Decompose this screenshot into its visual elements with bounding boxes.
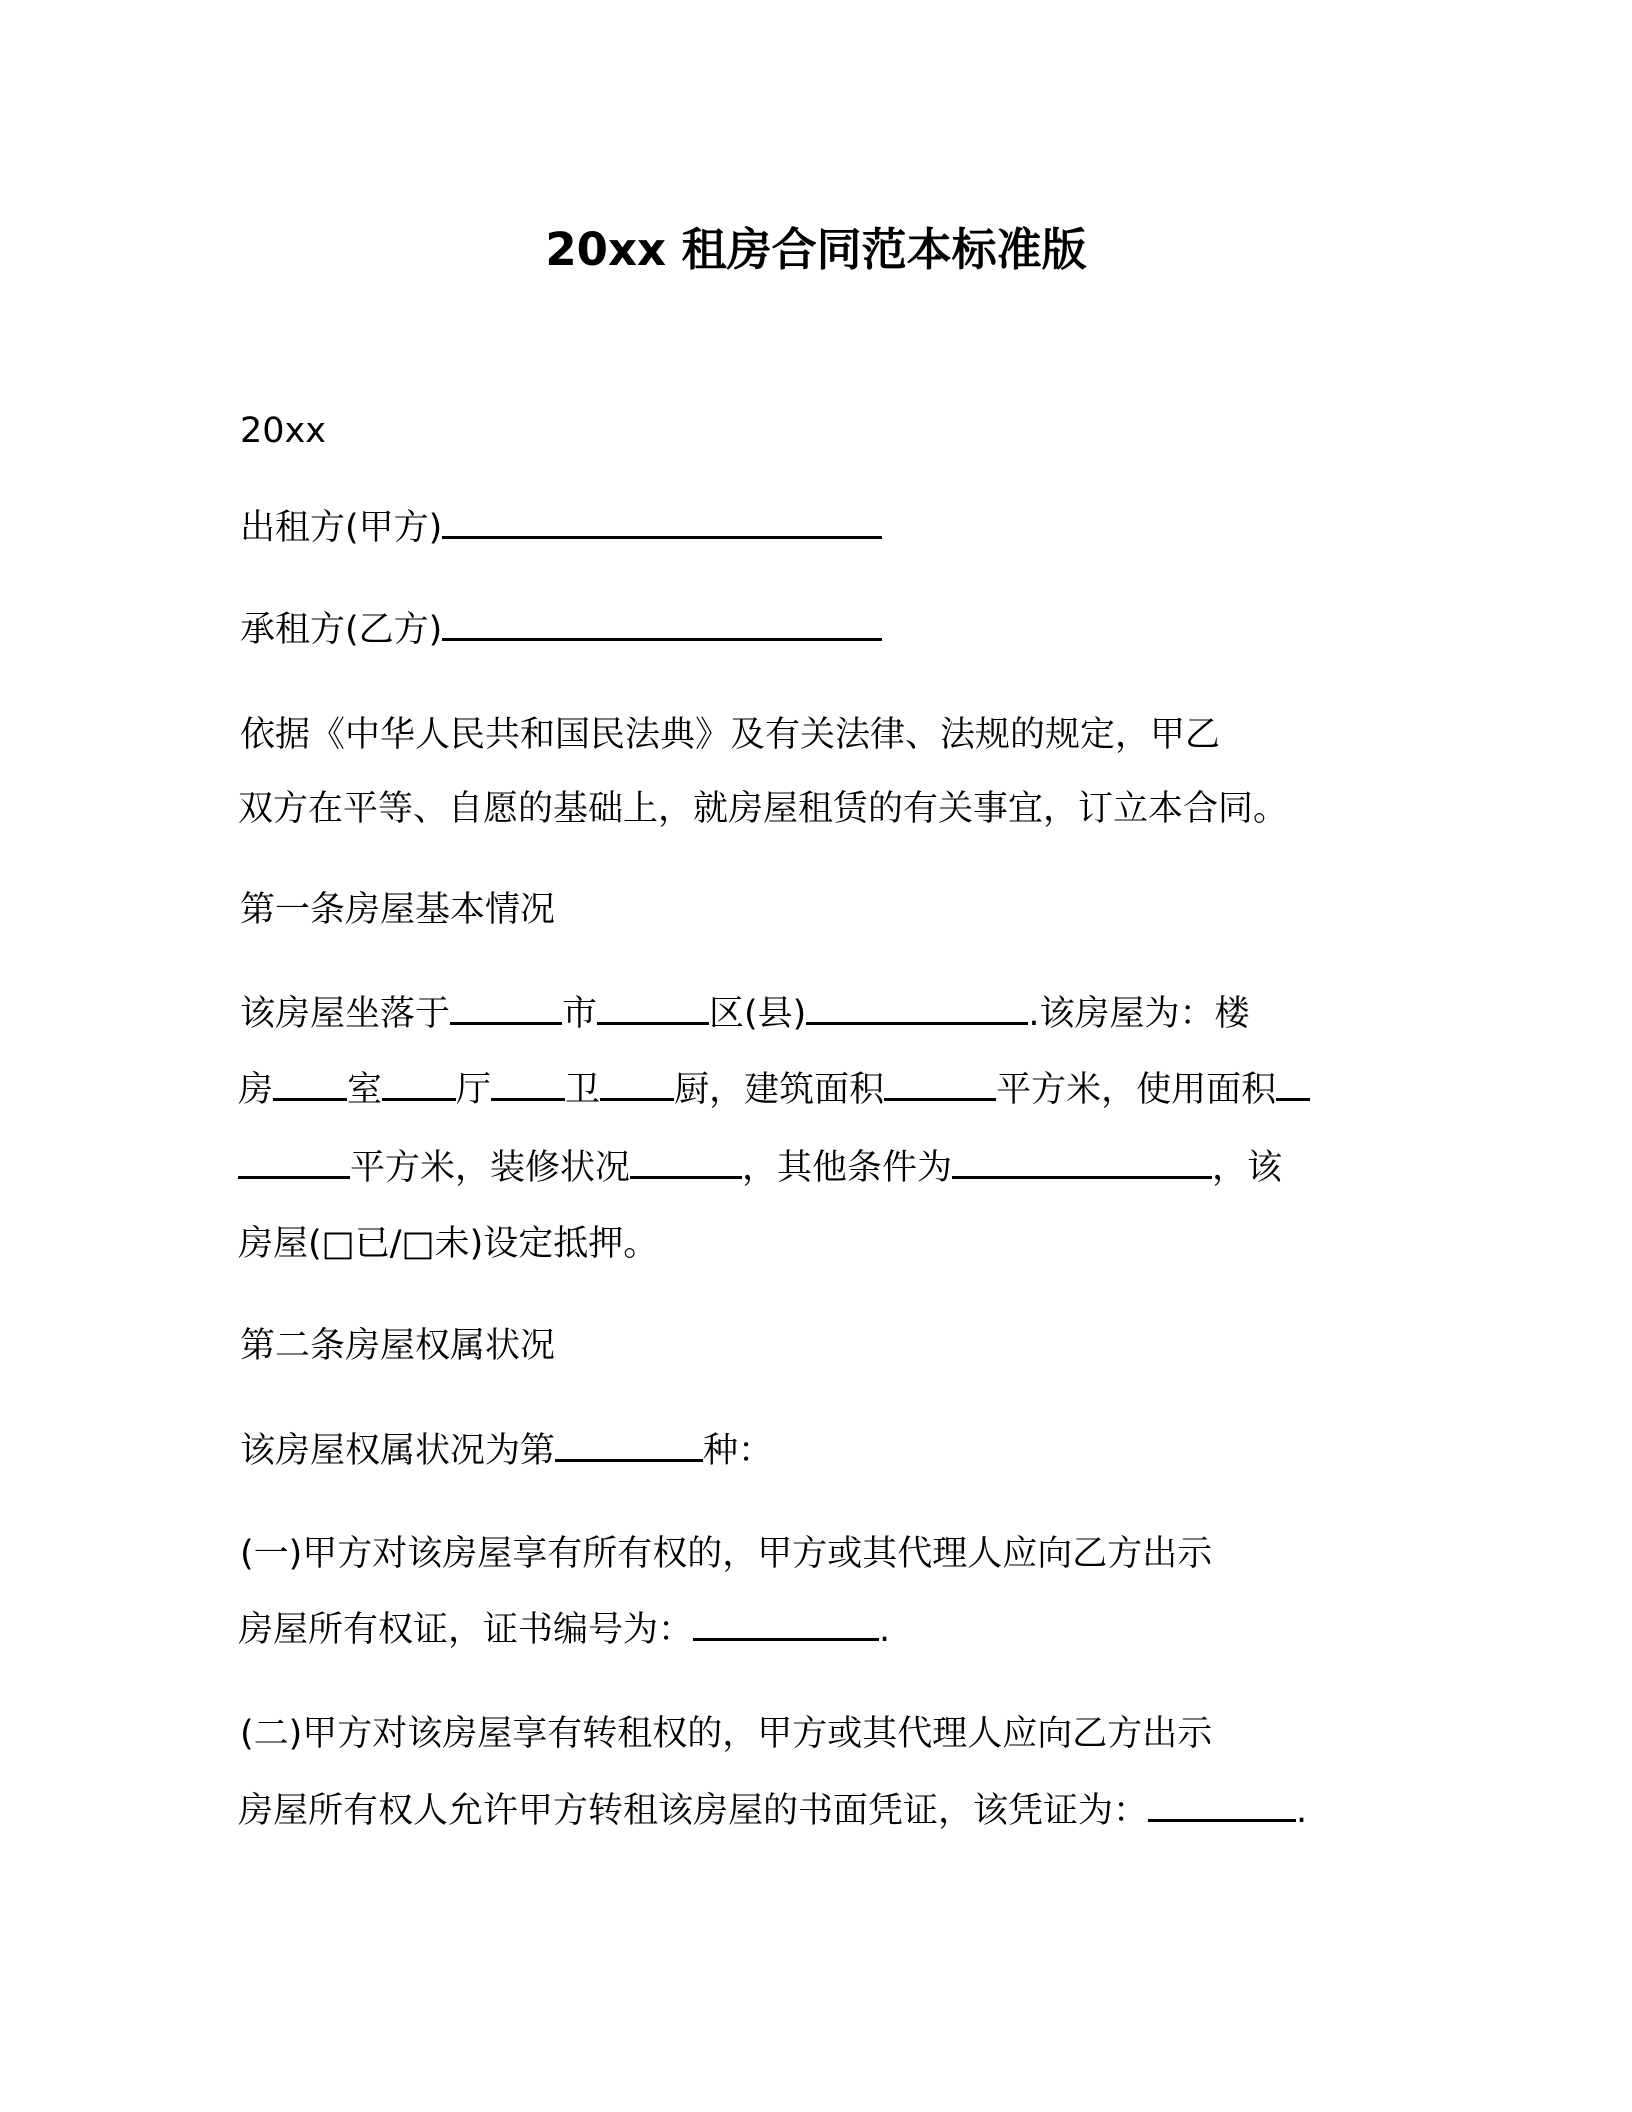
preamble-line-1: 依据《中华人民共和国民法典》及有关法律、法规的规定，甲乙	[240, 715, 1221, 755]
text: 市	[562, 994, 598, 1034]
article2-heading: 第二条房屋权属状况	[240, 1326, 556, 1366]
halls-blank	[382, 1066, 456, 1101]
text: ，其他条件为	[742, 1148, 953, 1188]
article2-item2-line-2	[238, 1787, 1307, 1834]
article1-line-1	[240, 990, 1249, 1037]
ownership-type-blank	[555, 1427, 703, 1462]
article2-item2-line-1: (二)甲方对该房屋享有转租权的，甲方或其代理人应向乙方出示	[240, 1714, 1213, 1754]
city-blank	[450, 990, 562, 1025]
text: 卫	[565, 1070, 601, 1110]
text: 厅	[456, 1070, 492, 1110]
text: 种：	[703, 1431, 774, 1471]
article1-line-4: 房屋(□已/□未)设定抵押。	[238, 1224, 659, 1264]
lessor-line	[240, 504, 882, 551]
year-line: 20xx	[240, 411, 326, 451]
text: 平方米，装修状况	[350, 1148, 631, 1188]
district-blank	[597, 990, 709, 1025]
rooms-blank	[273, 1066, 347, 1101]
address-blank	[806, 990, 1028, 1025]
certificate-number-blank	[693, 1606, 879, 1641]
article1-line-2	[238, 1066, 1310, 1113]
lessee-label: 承租方(乙方)	[240, 610, 443, 650]
text: 平方米，使用面积	[996, 1070, 1277, 1110]
article1-heading: 第一条房屋基本情况	[240, 890, 556, 930]
decoration-blank	[630, 1144, 742, 1179]
preamble-line-2: 双方在平等、自愿的基础上，就房屋租赁的有关事宜，订立本合同。	[238, 789, 1289, 829]
text: .	[1296, 1791, 1308, 1831]
text: 房屋所有权证，证书编号为：	[238, 1610, 694, 1650]
document-title: 20xx 租房合同范本标准版	[545, 223, 1087, 276]
lessor-label: 出租方(甲方)	[240, 508, 443, 548]
lessee-blank	[442, 606, 882, 641]
text: 室	[347, 1070, 383, 1110]
text: 房屋所有权人允许甲方转租该房屋的书面凭证，该凭证为：	[238, 1791, 1149, 1831]
text: 区(县)	[709, 994, 807, 1034]
other-conditions-blank	[952, 1144, 1212, 1179]
text: 该房屋坐落于	[240, 994, 451, 1034]
text: 厨，建筑面积	[674, 1070, 885, 1110]
text: ，该	[1212, 1148, 1283, 1188]
article2-item1-line-1: (一)甲方对该房屋享有所有权的，甲方或其代理人应向乙方出示	[240, 1534, 1213, 1574]
usable-area-blank-b	[238, 1144, 350, 1179]
baths-blank	[491, 1066, 565, 1101]
text: 该房屋权属状况为第	[240, 1431, 556, 1471]
text: 房	[238, 1070, 274, 1110]
sublease-voucher-blank	[1148, 1787, 1296, 1822]
lessee-line	[240, 606, 882, 653]
text: .该房屋为：楼	[1028, 994, 1250, 1034]
article2-item1-line-2	[238, 1606, 890, 1653]
article1-line-3	[238, 1144, 1282, 1191]
usable-area-blank-a	[1276, 1066, 1310, 1101]
kitchens-blank	[600, 1066, 674, 1101]
lessor-blank	[442, 504, 882, 539]
building-area-blank	[884, 1066, 996, 1101]
article2-intro	[240, 1427, 773, 1474]
text: .	[879, 1610, 891, 1650]
